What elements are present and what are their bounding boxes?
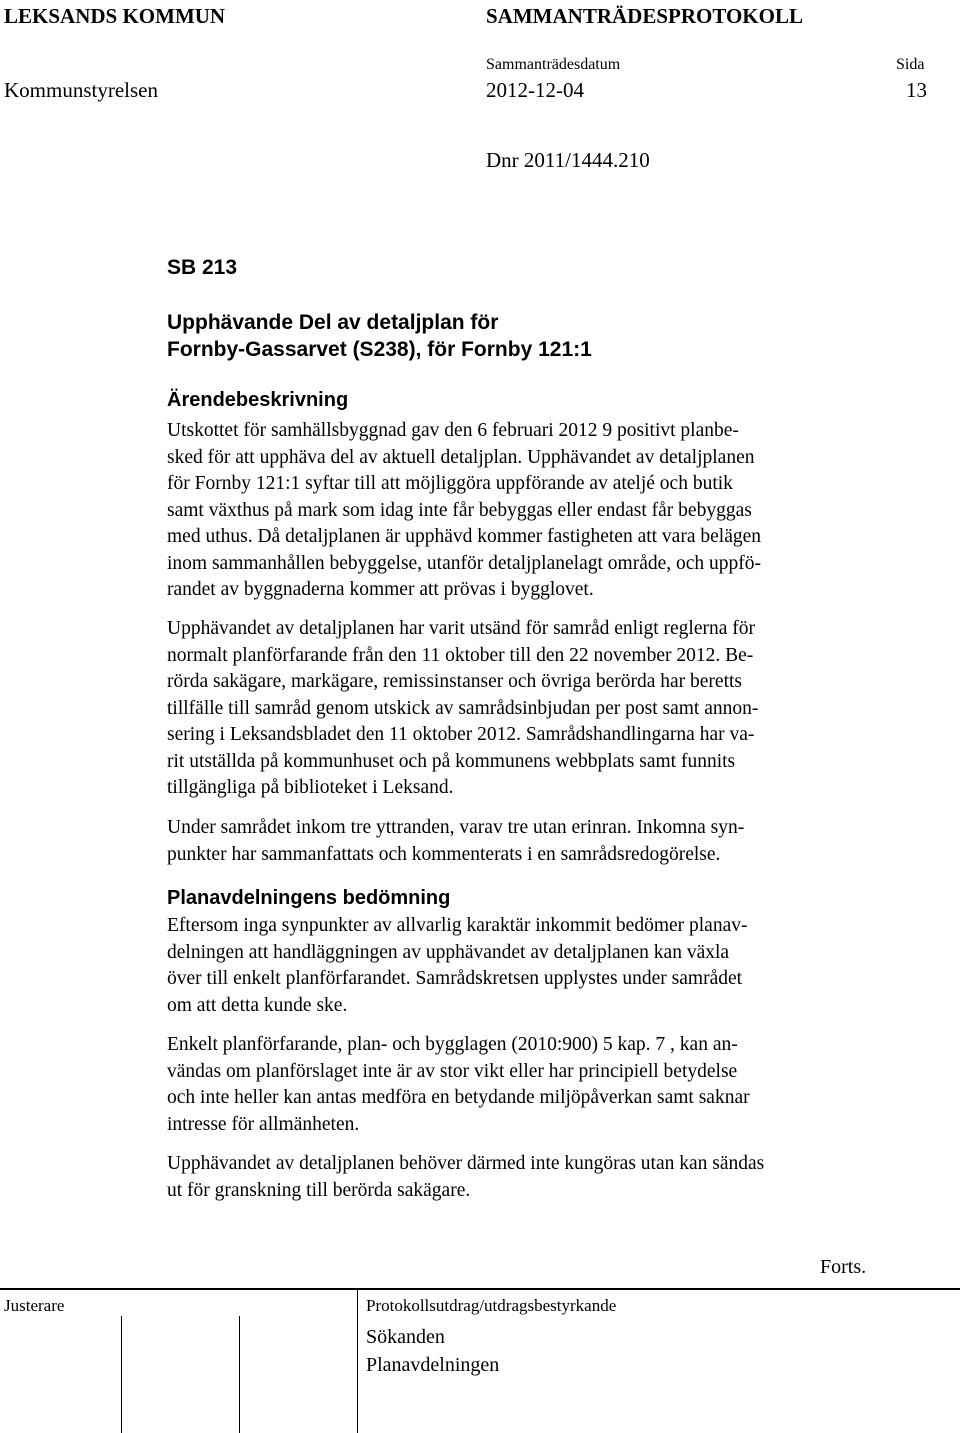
- section-heading-arende: Ärendebeskrivning: [167, 389, 349, 411]
- text-line: Upphävandet av detaljplanen behöver därmed inte kungöras utan kan sändas: [167, 1153, 765, 1174]
- footer-column-divider: [357, 1290, 358, 1433]
- text-line: tillfälle till samråd genom utskick av samrådsinbjudan per post samt annon-: [167, 697, 759, 719]
- text-line: vändas om planförslaget inte är av stor vikt eller har principiell betydelse: [167, 1060, 738, 1082]
- signature-box-divider: [239, 1316, 240, 1433]
- text-line: intresse för allmänheten.: [167, 1113, 360, 1135]
- arende-paragraph-3: [167, 815, 887, 868]
- text-line: Eftersom inga synpunkter av allvarlig karaktär inkommit bedömer planav-: [167, 915, 748, 936]
- text-line: Under samrådet inkom tre yttranden, varav tre utan erinran. Inkomna syn-: [167, 817, 745, 838]
- text-line: ut för granskning till berörda sakägare.: [167, 1179, 471, 1201]
- recipient-planning-department: Planavdelningen: [366, 1354, 500, 1376]
- text-line: normalt planförfarande från den 11 oktober till den 22 november 2012. Be-: [167, 644, 754, 666]
- text-line: över till enkelt planförfarandet. Samrådskretsen upplystes under samrådet: [167, 968, 743, 989]
- page-label: Sida: [896, 56, 925, 73]
- text-line: delningen att handläggningen av upphävandet av detaljplanen kan växla: [167, 941, 730, 963]
- item-title-line: Fornby-Gassarvet (S238), för Fornby 121:1: [167, 338, 592, 361]
- text-line: Utskottet för samhällsbyggnad gav den 6 februari 2012 9 positivt planbe-: [167, 420, 739, 441]
- page-number: 13: [906, 78, 927, 102]
- text-line: för Fornby 121:1 syftar till att möjliggöra uppförande av ateljé och butik: [167, 473, 733, 494]
- date-label: Sammanträdesdatum: [486, 56, 621, 73]
- text-line: inom sammanhållen bebyggelse, utanför detaljplanelagt område, och uppfö-: [167, 552, 762, 574]
- text-line: tillgängliga på biblioteket i Leksand.: [167, 777, 454, 798]
- committee-name: Kommunstyrelsen: [4, 78, 158, 102]
- item-title: [167, 309, 592, 363]
- text-line: randet av byggnaderna kommer att prövas i bygglovet.: [167, 579, 594, 600]
- bedomning-paragraph-2: [167, 1032, 887, 1138]
- meeting-date: 2012-12-04: [486, 78, 584, 102]
- document-type: SAMMANTRÄDESPROTOKOLL: [486, 4, 803, 28]
- section-heading-bedomning: Planavdelningens bedömning: [167, 887, 451, 909]
- text-line: om att detta kunde ske.: [167, 994, 348, 1016]
- text-line: rit utställda på kommunhuset och på kommunens webbplats samt funnits: [167, 750, 736, 772]
- protokoll-label: Protokollsutdrag/utdragsbestyrkande: [366, 1296, 617, 1315]
- text-line: rörda sakägare, markägare, remissinstanser och övriga berörda har beretts: [167, 671, 742, 692]
- municipality-name: LEKSANDS KOMMUN: [4, 4, 226, 28]
- justerare-label: Justerare: [4, 1296, 65, 1315]
- diary-number: Dnr 2011/1444.210: [486, 148, 650, 172]
- item-number: SB 213: [167, 256, 238, 279]
- text-line: och inte heller kan antas medföra en betydande miljöpåverkan samt saknar: [167, 1087, 750, 1108]
- arende-paragraph-2: [167, 616, 887, 802]
- recipient-applicant: Sökanden: [366, 1326, 445, 1348]
- text-line: samt växthus på mark som idag inte får bebyggas eller endast får bebyggas: [167, 499, 752, 521]
- continued-marker: Forts.: [820, 1256, 867, 1278]
- footer-divider: [0, 1288, 960, 1290]
- bedomning-paragraph-1: [167, 913, 887, 1019]
- text-line: sked för att upphäva del av aktuell detaljplan. Upphävandet av detaljplanen: [167, 446, 755, 468]
- arende-paragraph-1: [167, 418, 887, 604]
- text-line: sering i Leksandsbladet den 11 oktober 2012. Samrådshandlingarna har va-: [167, 724, 755, 745]
- bedomning-paragraph-3: [167, 1151, 887, 1204]
- text-line: Enkelt planförfarande, plan- och bygglagen (2010:900) 5 kap. 7 , kan an-: [167, 1034, 738, 1055]
- text-line: Upphävandet av detaljplanen har varit utsänd för samråd enligt reglerna för: [167, 618, 756, 639]
- text-line: med uthus. Då detaljplanen är upphävd kommer fastigheten att vara belägen: [167, 526, 761, 547]
- item-title-line: Upphävande Del av detaljplan för: [167, 311, 499, 334]
- text-line: punkter har sammanfattats och kommenterats i en samrådsredogörelse.: [167, 843, 721, 865]
- signature-box-divider: [121, 1316, 122, 1433]
